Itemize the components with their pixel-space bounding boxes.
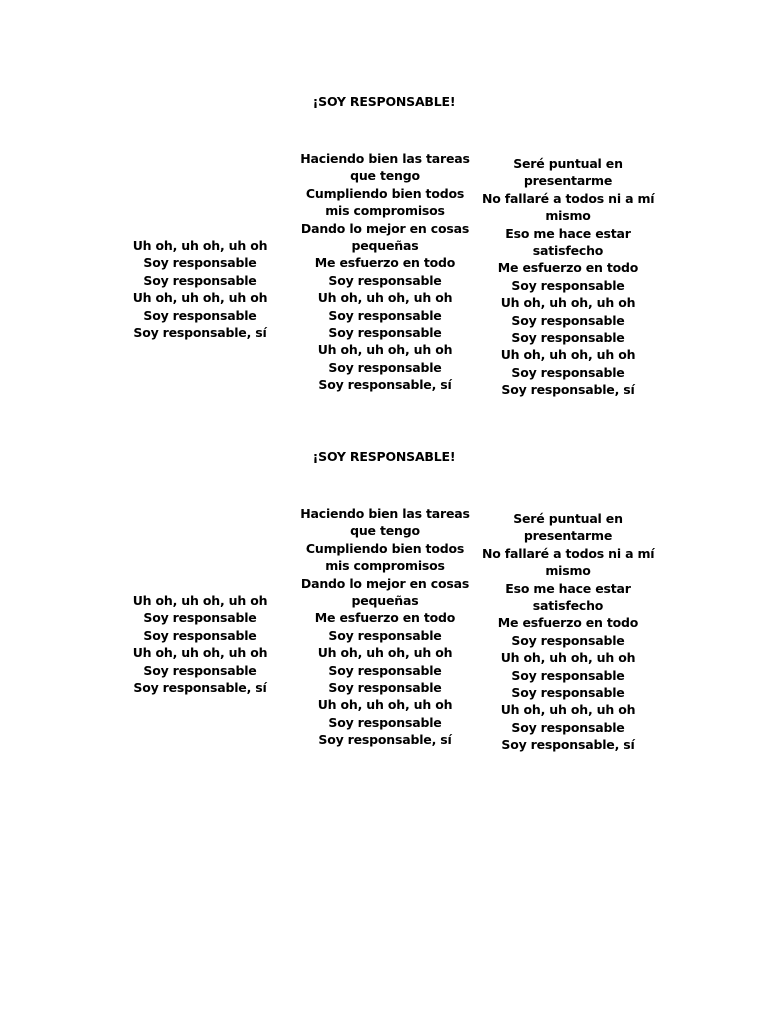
lyric-line: Seré puntual en xyxy=(513,511,623,526)
song-title: ¡SOY RESPONSABLE! xyxy=(312,94,456,109)
lyric-line: Soy responsable xyxy=(143,610,257,626)
lyric-line: Soy responsable xyxy=(328,325,442,341)
lyric-line: Soy responsable xyxy=(328,662,442,678)
lyric-line: presentarme xyxy=(523,528,613,544)
lyric-line: Seré puntual en xyxy=(513,156,623,171)
lyric-line: mismo xyxy=(545,563,591,579)
lyrics-column-middle xyxy=(290,505,480,749)
lyric-line: Uh oh, uh oh, uh oh xyxy=(317,342,453,358)
lyric-line: Soy responsable xyxy=(511,312,625,328)
song-title: ¡SOY RESPONSABLE! xyxy=(312,449,456,464)
lyric-line: mismo xyxy=(545,208,591,224)
lyric-line: que tengo xyxy=(350,523,420,539)
lyric-line: Uh oh, uh oh, uh oh xyxy=(317,697,453,713)
lyric-line: Soy responsable, sí xyxy=(133,680,267,696)
lyric-line: satisfecho xyxy=(532,598,604,614)
lyric-line: Cumpliendo bien todos xyxy=(305,540,465,556)
lyric-line: Soy responsable, sí xyxy=(501,382,635,398)
lyric-line: Uh oh, uh oh, uh oh xyxy=(132,290,268,306)
lyric-line: que tengo xyxy=(350,168,420,184)
lyric-line: Uh oh, uh oh, uh oh xyxy=(500,295,636,311)
lyric-line: Eso me hace estar xyxy=(505,580,631,596)
lyrics-column-right xyxy=(482,510,654,754)
lyric-line: presentarme xyxy=(523,173,613,189)
lyric-line: Haciendo bien las tareas xyxy=(300,506,470,521)
lyric-line: No fallaré a todos ni a mí xyxy=(482,190,655,206)
lyric-line: Soy responsable xyxy=(328,359,442,375)
lyric-line: Soy responsable xyxy=(143,307,257,323)
lyric-line: Me esfuerzo en todo xyxy=(314,255,456,271)
lyric-line: Dando lo mejor en cosas xyxy=(300,575,470,591)
lyric-line: Eso me hace estar xyxy=(505,225,631,241)
lyric-line: Soy responsable xyxy=(511,330,625,346)
lyric-line: Soy responsable xyxy=(511,719,625,735)
lyric-line: Soy responsable xyxy=(328,307,442,323)
lyric-line: Soy responsable xyxy=(511,632,625,648)
lyric-line: mis compromisos xyxy=(325,558,445,574)
lyric-line: Soy responsable, sí xyxy=(501,737,635,753)
lyric-line: Soy responsable xyxy=(511,685,625,701)
lyric-line: Me esfuerzo en todo xyxy=(497,260,639,276)
lyric-line: Uh oh, uh oh, uh oh xyxy=(500,650,636,666)
lyric-line: Uh oh, uh oh, uh oh xyxy=(132,645,268,661)
lyric-line: pequeñas xyxy=(351,238,419,254)
lyric-line: Soy responsable xyxy=(143,272,257,288)
lyric-line: pequeñas xyxy=(351,593,419,609)
lyric-line: Soy responsable xyxy=(511,667,625,683)
lyric-line: mis compromisos xyxy=(325,203,445,219)
lyric-line: Soy responsable xyxy=(328,272,442,288)
lyric-line: Soy responsable xyxy=(328,680,442,696)
lyric-line: Soy responsable xyxy=(143,627,257,643)
lyrics-column-middle xyxy=(290,150,480,394)
lyric-line: Soy responsable xyxy=(143,662,257,678)
lyric-line: Soy responsable xyxy=(511,364,625,380)
lyric-line: Soy responsable xyxy=(143,255,257,271)
lyric-line: Uh oh, uh oh, uh oh xyxy=(132,593,268,608)
lyric-line: Uh oh, uh oh, uh oh xyxy=(500,347,636,363)
lyric-line: Soy responsable xyxy=(511,277,625,293)
lyric-line: Soy responsable, sí xyxy=(318,732,452,748)
lyric-line: satisfecho xyxy=(532,243,604,259)
lyrics-column-right xyxy=(482,155,654,399)
lyrics-column-left xyxy=(122,592,278,696)
lyric-line: Soy responsable, sí xyxy=(133,325,267,341)
lyric-line: Soy responsable xyxy=(328,714,442,730)
lyric-line: No fallaré a todos ni a mí xyxy=(482,545,655,561)
lyric-line: Uh oh, uh oh, uh oh xyxy=(317,290,453,306)
lyric-line: Dando lo mejor en cosas xyxy=(300,220,470,236)
lyric-line: Uh oh, uh oh, uh oh xyxy=(500,702,636,718)
lyric-line: Me esfuerzo en todo xyxy=(497,615,639,631)
lyric-line: Soy responsable xyxy=(328,627,442,643)
lyric-line: Cumpliendo bien todos xyxy=(305,185,465,201)
lyric-line: Haciendo bien las tareas xyxy=(300,151,470,166)
lyric-line: Soy responsable, sí xyxy=(318,377,452,393)
lyric-line: Me esfuerzo en todo xyxy=(314,610,456,626)
lyric-line: Uh oh, uh oh, uh oh xyxy=(317,645,453,661)
lyrics-column-left xyxy=(122,237,278,341)
lyric-line: Uh oh, uh oh, uh oh xyxy=(132,238,268,253)
